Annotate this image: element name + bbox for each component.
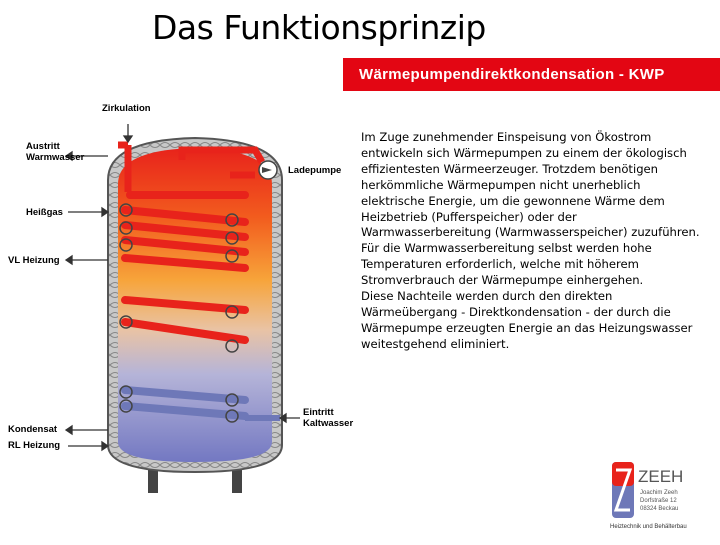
subtitle-banner: Wärmepumpendirektkondensation - KWP — [343, 58, 720, 91]
company-logo — [608, 460, 720, 540]
label-zirkulation: Zirkulation — [102, 103, 151, 114]
label-austritt-line1: Austritt — [26, 141, 60, 152]
label-vl-heizung: VL Heizung — [8, 255, 60, 266]
label-rl-heizung: RL Heizung — [8, 440, 61, 451]
label-eintritt-line2: Kaltwasser — [303, 418, 354, 429]
label-heissgas: Heißgas — [26, 207, 63, 218]
logo-tagline: Heiztechnik und Behälterbau — [610, 524, 687, 530]
logo-line1: Joachim Zeeh — [640, 490, 678, 496]
label-austritt-line2: Warmwasser — [26, 152, 85, 163]
description-paragraph-1: Im Zuge zunehmender Einspeisung von Ökostrom entwickeln sich Wärmepumpen zu einem der ökologisch effizientesten Wärmeerzeuger. Trotzdem benötigen herkömmliche Wärmepumpen nicht unerheblich elektrische Energie, um die gewonnene Wärme dem Heizbetrieb (Pufferspeicher) oder der Warmwasserbereitung (Warmwasserspeicher) zuzuführen. Für die Warmwasserbereitung selbst werden hohe Temperaturen erforderlich, welche mit höherem Stromverbrauch der Wärmepumpe einhergehen. — [361, 130, 700, 288]
page-title: Das Funktionsprinzip — [152, 8, 486, 47]
charging-pump — [259, 161, 277, 179]
logo-line2: Dorfstraße 12 — [640, 498, 677, 504]
label-eintritt-line1: Eintritt — [303, 407, 334, 418]
label-kondensat: Kondensat — [8, 424, 58, 435]
description-paragraph-2: Diese Nachteile werden durch den direkten Wärmeübergang - Direktkondensation - der durch die Wärmepumpe erzeugten Energie an das Heizungswasser weitestgehend eliminiert. — [361, 289, 693, 351]
description-text — [361, 130, 706, 353]
logo-line3: 08324 Beckau — [640, 506, 679, 512]
label-ladepumpe: Ladepumpe — [288, 165, 342, 176]
logo-brand: ZEEH — [638, 467, 684, 486]
logo-graphic — [608, 460, 720, 540]
